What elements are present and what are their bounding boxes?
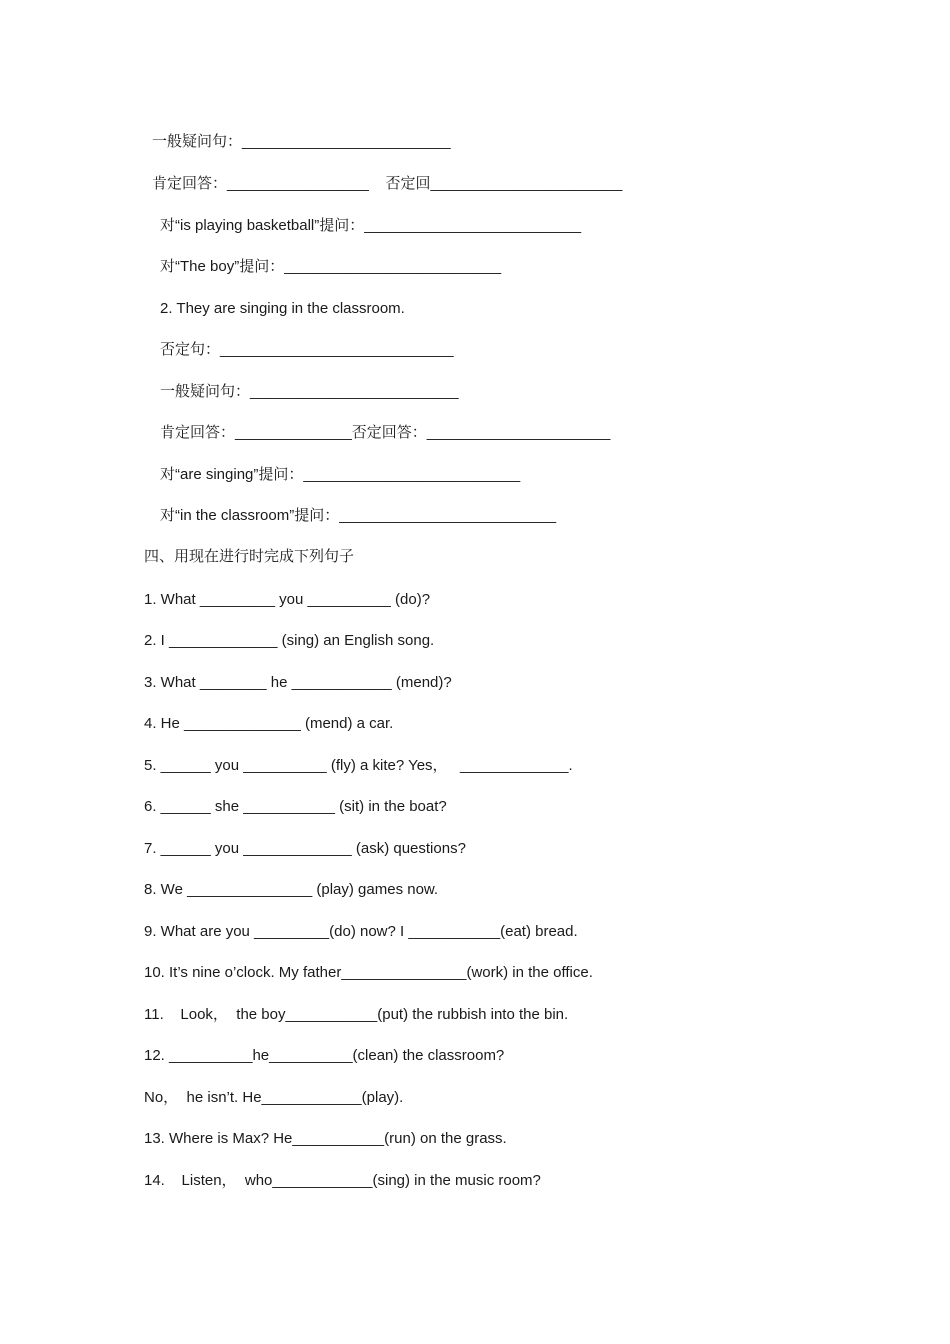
exercise-item-14: 14. Listen， who____________(sing) in the music room? — [144, 1172, 541, 1189]
exercise-item-1: 1. What _________ you __________ (do)? — [144, 591, 431, 608]
exercise-item-12: 12. __________he__________(clean) the classroom? — [144, 1047, 505, 1064]
question-playing-basketball-line: 对“is playing basketball”提问：__________________________ — [160, 217, 582, 234]
section-heading: 四、用现在进行时完成下列句子 — [144, 548, 355, 565]
exercise-item-5: 5. ______ you __________ (fly) a kite? Yes， _____________. — [144, 757, 573, 774]
answers-line-1: 肯定回答：_________________ 否定回_______________________ — [152, 175, 623, 192]
yes-no-question-line-2: 一般疑问句：_________________________ — [160, 383, 459, 400]
exercise-item-13: 13. Where is Max? He___________(run) on the grass. — [144, 1130, 507, 1147]
exercise-item-12-answer: No， he isn’t. He____________(play). — [144, 1089, 404, 1106]
exercise-item-3: 3. What ________ he ____________ (mend)? — [144, 674, 452, 691]
exercise-item-9: 9. What are you _________(do) now? I ___________(eat) bread. — [144, 923, 578, 940]
exercise-item-2: 2. I _____________ (sing) an English song. — [144, 632, 435, 649]
answers-line-2: 肯定回答：______________否定回答：______________________ — [160, 424, 611, 441]
exercise-item-11: 11. Look， the boy___________(put) the rubbish into the bin. — [144, 1006, 569, 1023]
question-are-singing-line: 对“are singing”提问：__________________________ — [160, 466, 521, 483]
exercise-item-4: 4. He ______________ (mend) a car. — [144, 715, 394, 732]
exercise-item-8: 8. We _______________ (play) games now. — [144, 881, 439, 898]
negative-sentence-line: 否定句：____________________________ — [160, 341, 454, 358]
exercise-item-6: 6. ______ she ___________ (sit) in the boat? — [144, 798, 447, 815]
question-in-classroom-line: 对“in the classroom”提问：__________________________ — [160, 507, 557, 524]
yes-no-question-line-1: 一般疑问句：_________________________ — [152, 133, 451, 150]
exercise-item-10: 10. It’s nine o’clock. My father_______________(work) in the office. — [144, 964, 593, 981]
exercise-item-7: 7. ______ you _____________ (ask) questions? — [144, 840, 466, 857]
question-the-boy-line: 对“The boy”提问：__________________________ — [160, 258, 502, 275]
sentence-2-prompt: 2. They are singing in the classroom. — [160, 300, 405, 317]
